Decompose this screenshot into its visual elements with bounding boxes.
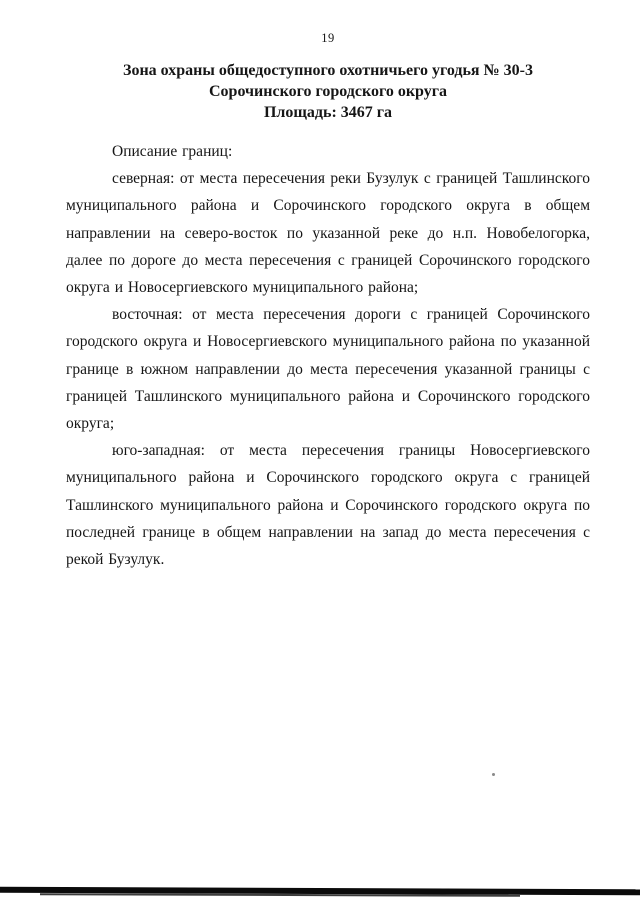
paragraph-southwest-boundary: юго-западная: от места пересечения границы Новосергиевского муниципального района и Сорочинского городского округа с границей Ташлинского муниципального района и Сорочинского городского округа по последней границе в общем направлении на запад до места пересечения с рекой Бузулук. — [66, 442, 590, 569]
page-number: 19 — [321, 31, 335, 45]
boundary-description-heading: Описание границ: — [112, 143, 233, 160]
paragraph-east-boundary: восточная: от места пересечения дороги с границей Сорочинского городского округа и Новосергиевского муниципального района по указанной границе в южном направлении до места пересечения указанной границы с границей Ташлинского муниципального района и Сорочинского городского округа; — [66, 306, 590, 433]
title-line-area: Площадь: 3467 га — [263, 104, 393, 121]
scan-edge-line-shadow — [40, 893, 520, 897]
title-line-district: Сорочинского городского округа — [208, 83, 448, 100]
document-title — [66, 60, 590, 123]
boundary-description — [66, 138, 590, 573]
scan-artifact-dot — [492, 773, 495, 776]
title-line-zone: Зона охраны общедоступного охотничьего угодья № 30-3 — [123, 62, 533, 79]
paragraph-north-boundary: северная: от места пересечения реки Бузулук с границей Ташлинского муниципального района и Сорочинского городского округа в общем направлении на северо-восток по указанной реке до н.п. Новобелогорка, далее по дороге до места пересечения с границей Сорочинского городского округа и Новосергиевского муниципального района; — [66, 170, 590, 297]
